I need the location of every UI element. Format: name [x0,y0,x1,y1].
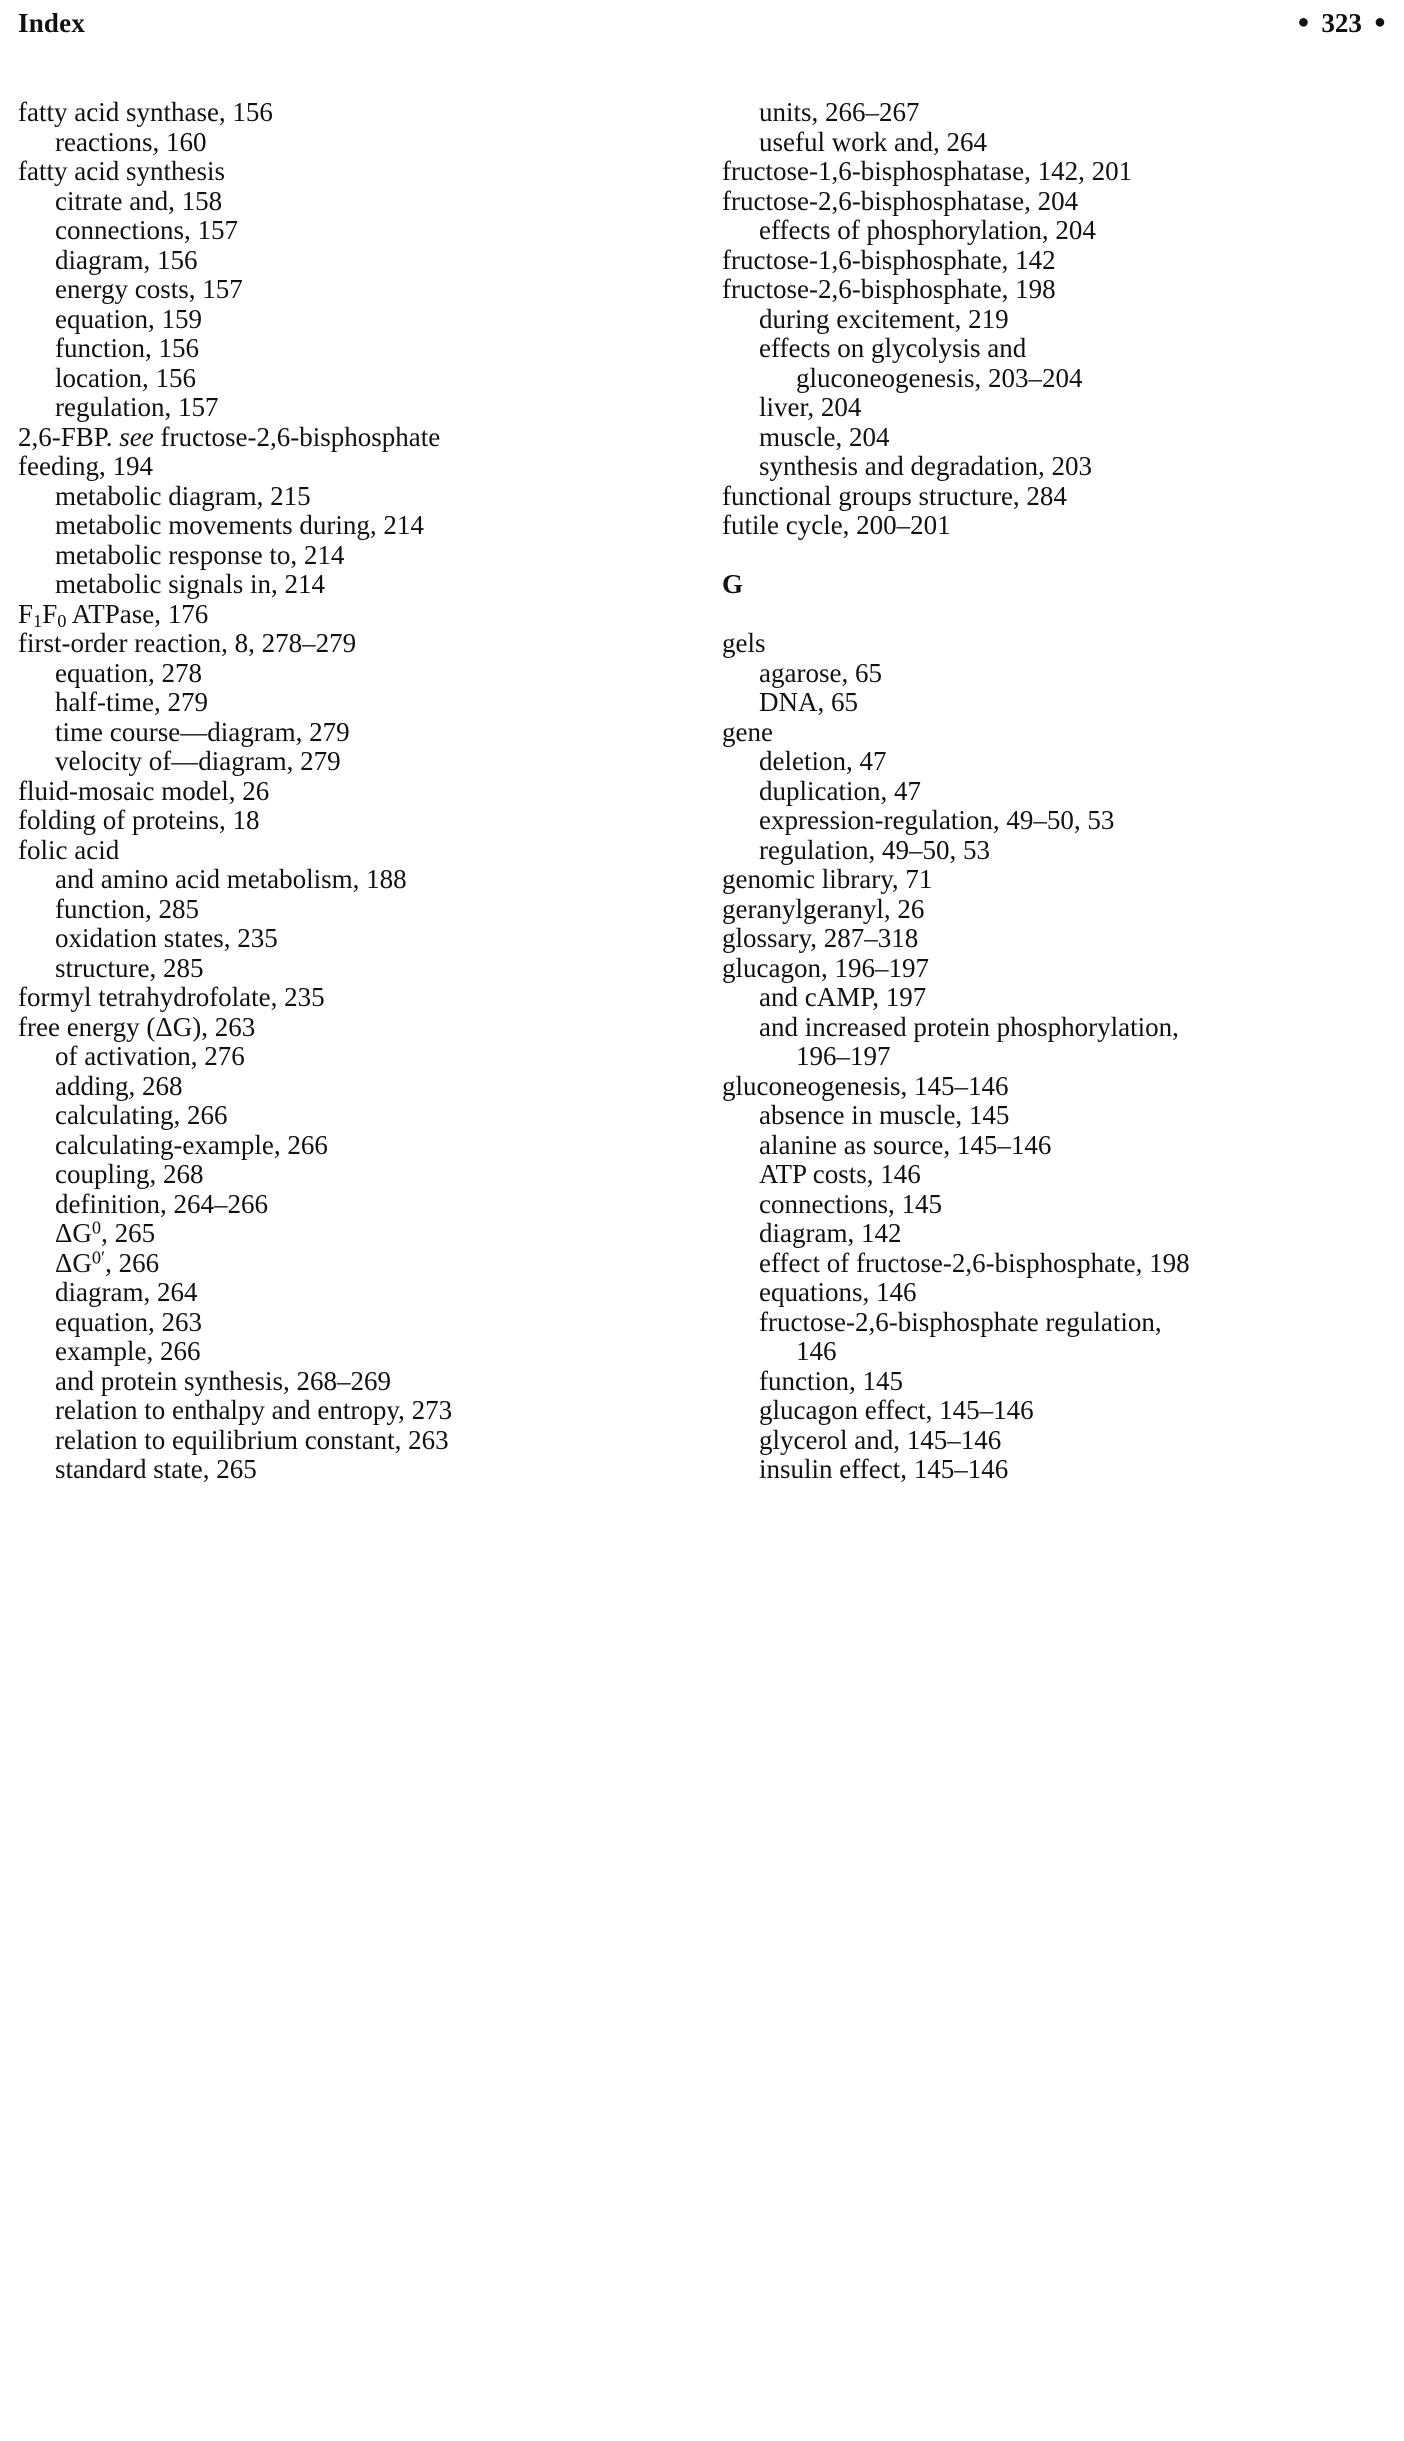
index-entry: fructose-2,6-bisphosphatase, 204 [722,185,1079,216]
index-entry: folding of proteins, 18 [18,805,260,835]
index-subentry: energy costs, 157 [55,274,243,304]
index-entry: fructose-1,6-bisphosphate, 142 [722,244,1056,275]
index-entry: gene [722,716,773,747]
index-subentry: oxidation states, 235 [55,923,278,953]
index-column-left [18,98,678,1485]
index-subentry: calculating, 266 [55,1100,228,1130]
index-subentry: reactions, 160 [55,126,207,157]
page-folio [1297,8,1386,39]
index-subentry: regulation, 157 [55,392,219,422]
index-subentry: diagram, 142 [759,1218,902,1248]
folio-number: 323 [1321,8,1362,38]
index-entry: fatty acid synthesis [18,156,225,186]
index-subentry: insulin effect, 145–146 [759,1454,1009,1484]
index-subentry: synthesis and degradation, 203 [759,451,1092,481]
index-subentry: calculating-example, 266 [55,1129,328,1160]
index-subentry: connections, 157 [55,215,238,245]
index-subentry: $\Delta G^{0'}$, 266 [55,1247,160,1278]
index-subentry: ATP costs, 146 [759,1159,921,1189]
running-head [0,0,1404,70]
index-subentry: units, 266–267 [759,97,920,127]
index-subentry: function, 285 [55,893,199,924]
index-subentry: deletion, 47 [759,746,887,776]
index-subentry: diagram, 264 [55,1277,198,1307]
index-entry: feeding, 194 [18,451,153,481]
index-entry: fructose-2,6-bisphosphate, 198 [722,274,1056,304]
index-entry: gels [722,628,766,658]
index-subentry: metabolic diagram, 215 [55,480,311,511]
index-subentry: adding, 268 [55,1070,183,1101]
index-subentry: glucagon effect, 145–146 [759,1395,1034,1425]
index-subentry: citrate and, 158 [55,185,223,216]
index-subentry: metabolic response to, 214 [55,539,345,570]
index-subentry: equation, 159 [55,303,202,334]
index-subentry: regulation, 49–50, 53 [759,834,990,865]
index-subentry: liver, 204 [759,392,862,422]
index-subentry: time course—diagram, 279 [55,716,350,747]
index-subentry: connections, 145 [759,1188,942,1219]
index-entry: fructose-1,6-bisphosphatase, 142, 201 [722,156,1133,186]
index-subentry: half-time, 279 [55,687,208,717]
index-subentry: muscle, 204 [759,421,890,452]
index-subentry: useful work and, 264 [759,126,987,157]
index-entry: genomic library, 71 [722,864,933,894]
index-subentry: diagram, 156 [55,244,198,275]
index-subentry: equation, 278 [55,657,202,688]
index-entry: glucagon, 196–197 [722,952,929,983]
index-subentry: DNA, 65 [759,687,858,717]
index-subentry: alanine as source, 145–146 [759,1129,1052,1160]
index-subentry: equation, 263 [55,1306,202,1337]
index-subentry: effect of fructose-2,6-bisphosphate, 198 [759,1247,1190,1278]
index-subentry: function, 145 [759,1365,903,1396]
index-entry: formyl tetrahydrofolate, 235 [18,982,325,1012]
index-section-heading: G [722,569,744,599]
index-entry: free energy (ΔG), 263 [18,1011,256,1042]
index-subentry: of activation, 276 [55,1041,245,1071]
index-entry: geranylgeranyl, 26 [722,893,925,924]
index-entry: fluid-mosaic model, 26 [18,775,270,806]
index-subentry: absence in muscle, 145 [759,1100,1010,1130]
index-entry: folic acid [18,834,120,865]
index-subentry: and amino acid metabolism, 188 [55,864,407,894]
index-subentry: and protein synthesis, 268–269 [55,1365,391,1396]
index-entry: fatty acid synthase, 156 [18,97,273,127]
index-subentry: fructose-2,6-bisphosphate regulation, [759,1306,1162,1337]
index-subentry: effects of phosphorylation, 204 [759,215,1096,245]
index-subentry: function, 156 [55,333,199,363]
index-spacer [722,541,1386,571]
index-subentry: agarose, 65 [759,657,882,688]
index-spacer [722,600,1386,630]
index-entry: glossary, 287–318 [722,923,919,953]
index-subentry: example, 266 [55,1336,201,1366]
index-subentry: 146 [796,1336,837,1366]
index-subentry: and cAMP, 197 [759,982,927,1012]
index-subentry: $\Delta G^0$, 265 [55,1217,156,1248]
index-column-right [722,98,1386,1485]
running-head-title: Index [18,8,86,38]
folio-bullet-right: ● [1373,11,1386,34]
index-entry: futile cycle, 200–201 [722,510,951,540]
index-subentry: relation to enthalpy and entropy, 273 [55,1395,453,1425]
index-subentry: glycerol and, 145–146 [759,1424,1002,1455]
index-subentry: definition, 264–266 [55,1188,268,1219]
index-subentry: metabolic movements during, 214 [55,510,424,540]
index-subentry: structure, 285 [55,952,204,983]
index-subentry: coupling, 268 [55,1159,204,1189]
index-subentry: equations, 146 [759,1277,917,1307]
index-subentry: during excitement, 219 [759,303,1009,334]
index-subentry: metabolic signals in, 214 [55,569,325,599]
index-entry: functional groups structure, 284 [722,480,1067,511]
index-subentry: standard state, 265 [55,1454,257,1484]
index-entry: 2,6-FBP. see fructose-2,6-bisphosphate [18,421,441,452]
index-entry: gluconeogenesis, 145–146 [722,1070,1009,1101]
index-entry: $F_1F_0$ ATPase, 176 [18,598,209,631]
index-subentry: duplication, 47 [759,775,921,806]
folio-bullet-left: ● [1297,11,1310,34]
index-subentry: relation to equilibrium constant, 263 [55,1424,449,1455]
index-subentry: gluconeogenesis, 203–204 [796,362,1083,393]
index-entry: first-order reaction, 8, 278–279 [18,628,357,658]
index-subentry: and increased protein phosphorylation, [759,1011,1179,1042]
index-subentry: expression-regulation, 49–50, 53 [759,805,1115,835]
index-subentry: location, 156 [55,362,196,393]
index-subentry: velocity of—diagram, 279 [55,746,341,776]
index-subentry: effects on glycolysis and [759,333,1027,363]
index-subentry: 196–197 [796,1041,891,1071]
